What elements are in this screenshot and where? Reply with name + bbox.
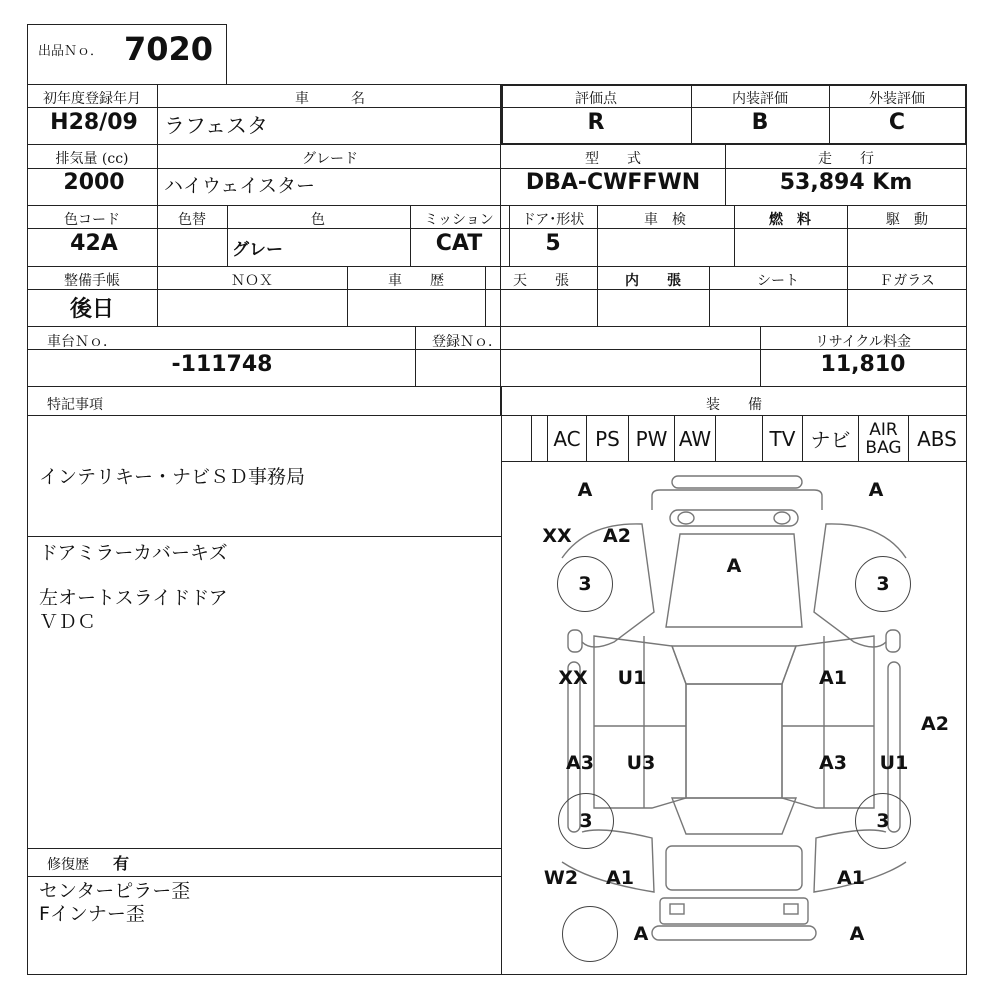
car-name-value: ラフェスタ <box>164 114 268 138</box>
door-label: ドア･形状 <box>521 212 585 228</box>
damage-code-rear-right: A1 <box>837 867 865 889</box>
equipment-item: AW <box>674 416 715 461</box>
damage-code-fl2: A2 <box>603 525 631 547</box>
drive-label: 駆 動 <box>886 212 928 228</box>
note-line-1: インテリキー・ナビＳＤ事務局 <box>39 466 306 488</box>
mission-value: CAT <box>435 231 483 256</box>
fuel-label: 燃 料 <box>769 212 811 228</box>
maintenance-label: 整備手帳 <box>64 273 120 289</box>
score-value: R <box>587 110 605 135</box>
damage-code-right-side: A2 <box>921 713 949 735</box>
tire-fl: 3 <box>557 556 613 612</box>
color-label: 色 <box>311 212 325 228</box>
repair-history-value: 有 <box>113 854 130 873</box>
mission-label: ミッション <box>424 212 494 228</box>
damage-code-right-rear-b: U1 <box>879 752 909 774</box>
tire-fr: 3 <box>855 556 911 612</box>
notes-label: 特記事項 <box>47 397 103 413</box>
damage-code-front-right: A <box>868 479 884 501</box>
tire-rr: 3 <box>855 793 911 849</box>
exterior-grade-label: 外装評価 <box>869 91 925 107</box>
equipment-item: AC <box>547 416 586 461</box>
note-line-4: ＶＤＣ <box>39 611 97 633</box>
damage-code-fl1: XX <box>542 525 572 547</box>
displacement-label: 排気量 (cc) <box>55 151 129 167</box>
displacement-value: 2000 <box>63 170 125 195</box>
damage-code-right-front-door: A1 <box>819 667 847 689</box>
note-line-2: ドアミラーカバーキズ <box>39 542 228 564</box>
recycle-label: リサイクル料金 <box>814 334 912 350</box>
lot-number-label: 出品Ｎｏ． <box>38 44 104 59</box>
color-code-value: 42A <box>70 231 118 256</box>
model-label: 型 式 <box>585 151 641 167</box>
model-value: DBA-CWFFWN <box>525 170 701 195</box>
grade-label: グレード <box>302 151 358 167</box>
fglass-label: Ｆガラス <box>879 273 935 289</box>
nox-label: ＮＯＸ <box>231 273 273 289</box>
note-line-3: 左オートスライドドア <box>39 587 228 609</box>
color-code-label: 色コード <box>64 212 120 228</box>
interior-grade-value: B <box>751 110 769 135</box>
damage-code-front-left: A <box>577 479 593 501</box>
mileage-label: 走 行 <box>818 151 874 167</box>
grade-value: ハイウェイスター <box>164 175 316 197</box>
damage-code-left-front-door-a: XX <box>558 667 588 689</box>
registration-label: 登録Ｎｏ． <box>432 334 502 350</box>
seat-label: シート <box>757 273 799 289</box>
damage-code-rear-bumper-right: A <box>849 923 865 945</box>
equipment-item: ナビ <box>802 416 858 461</box>
chassis-label: 車台Ｎｏ． <box>47 334 117 350</box>
equipment-item: TV <box>762 416 802 461</box>
equipment-item <box>531 416 547 461</box>
history-label: 車 歴 <box>388 273 444 289</box>
damage-code-left-rear-b: U3 <box>626 752 656 774</box>
interior-grade-label: 内装評価 <box>732 91 788 107</box>
tire-rl: 3 <box>558 793 614 849</box>
damage-code-left-rear-a: A3 <box>566 752 594 774</box>
equipment-label: 装 備 <box>706 397 762 413</box>
color-value: グレー <box>232 240 283 260</box>
interior-trim-label: 内 張 <box>625 273 681 289</box>
repair-history-label: 修復歴 <box>47 857 89 873</box>
inspection-label: 車 検 <box>644 212 686 228</box>
damage-code-hood: A <box>726 555 742 577</box>
damage-code-left-front-door-b: U1 <box>617 667 647 689</box>
chassis-value: -111748 <box>171 352 273 377</box>
repair-line-2: Fインナー歪 <box>39 903 145 925</box>
damage-code-right-rear-a: A3 <box>819 752 847 774</box>
first-registration-value: H28/09 <box>50 110 138 135</box>
ceiling-label: 天 張 <box>513 273 569 289</box>
door-value: 5 <box>545 231 561 256</box>
damage-code-rear-left-b: A1 <box>606 867 634 889</box>
first-registration-label: 初年度登録年月 <box>43 91 141 107</box>
equipment-item: AIR BAG <box>858 416 908 461</box>
spare-tire <box>562 906 618 962</box>
maintenance-value: 後日 <box>69 297 115 322</box>
damage-code-rear-bumper-left: A <box>633 923 649 945</box>
lot-number: 7020 <box>124 30 214 68</box>
equipment-item: PS <box>586 416 628 461</box>
repair-line-1: センターピラー歪 <box>39 880 191 902</box>
mileage-value: 53,894 Km <box>779 170 913 195</box>
equipment-item <box>715 416 762 461</box>
score-label: 評価点 <box>575 91 617 107</box>
equipment-item: PW <box>628 416 674 461</box>
damage-code-rear-left-a: W2 <box>543 867 579 889</box>
exterior-grade-value: C <box>888 110 906 135</box>
car-name-label: 車 名 <box>295 91 365 107</box>
recycle-value: 11,810 <box>820 352 906 377</box>
equipment-item: ABS <box>908 416 965 461</box>
repaint-label: 色替 <box>178 212 206 228</box>
